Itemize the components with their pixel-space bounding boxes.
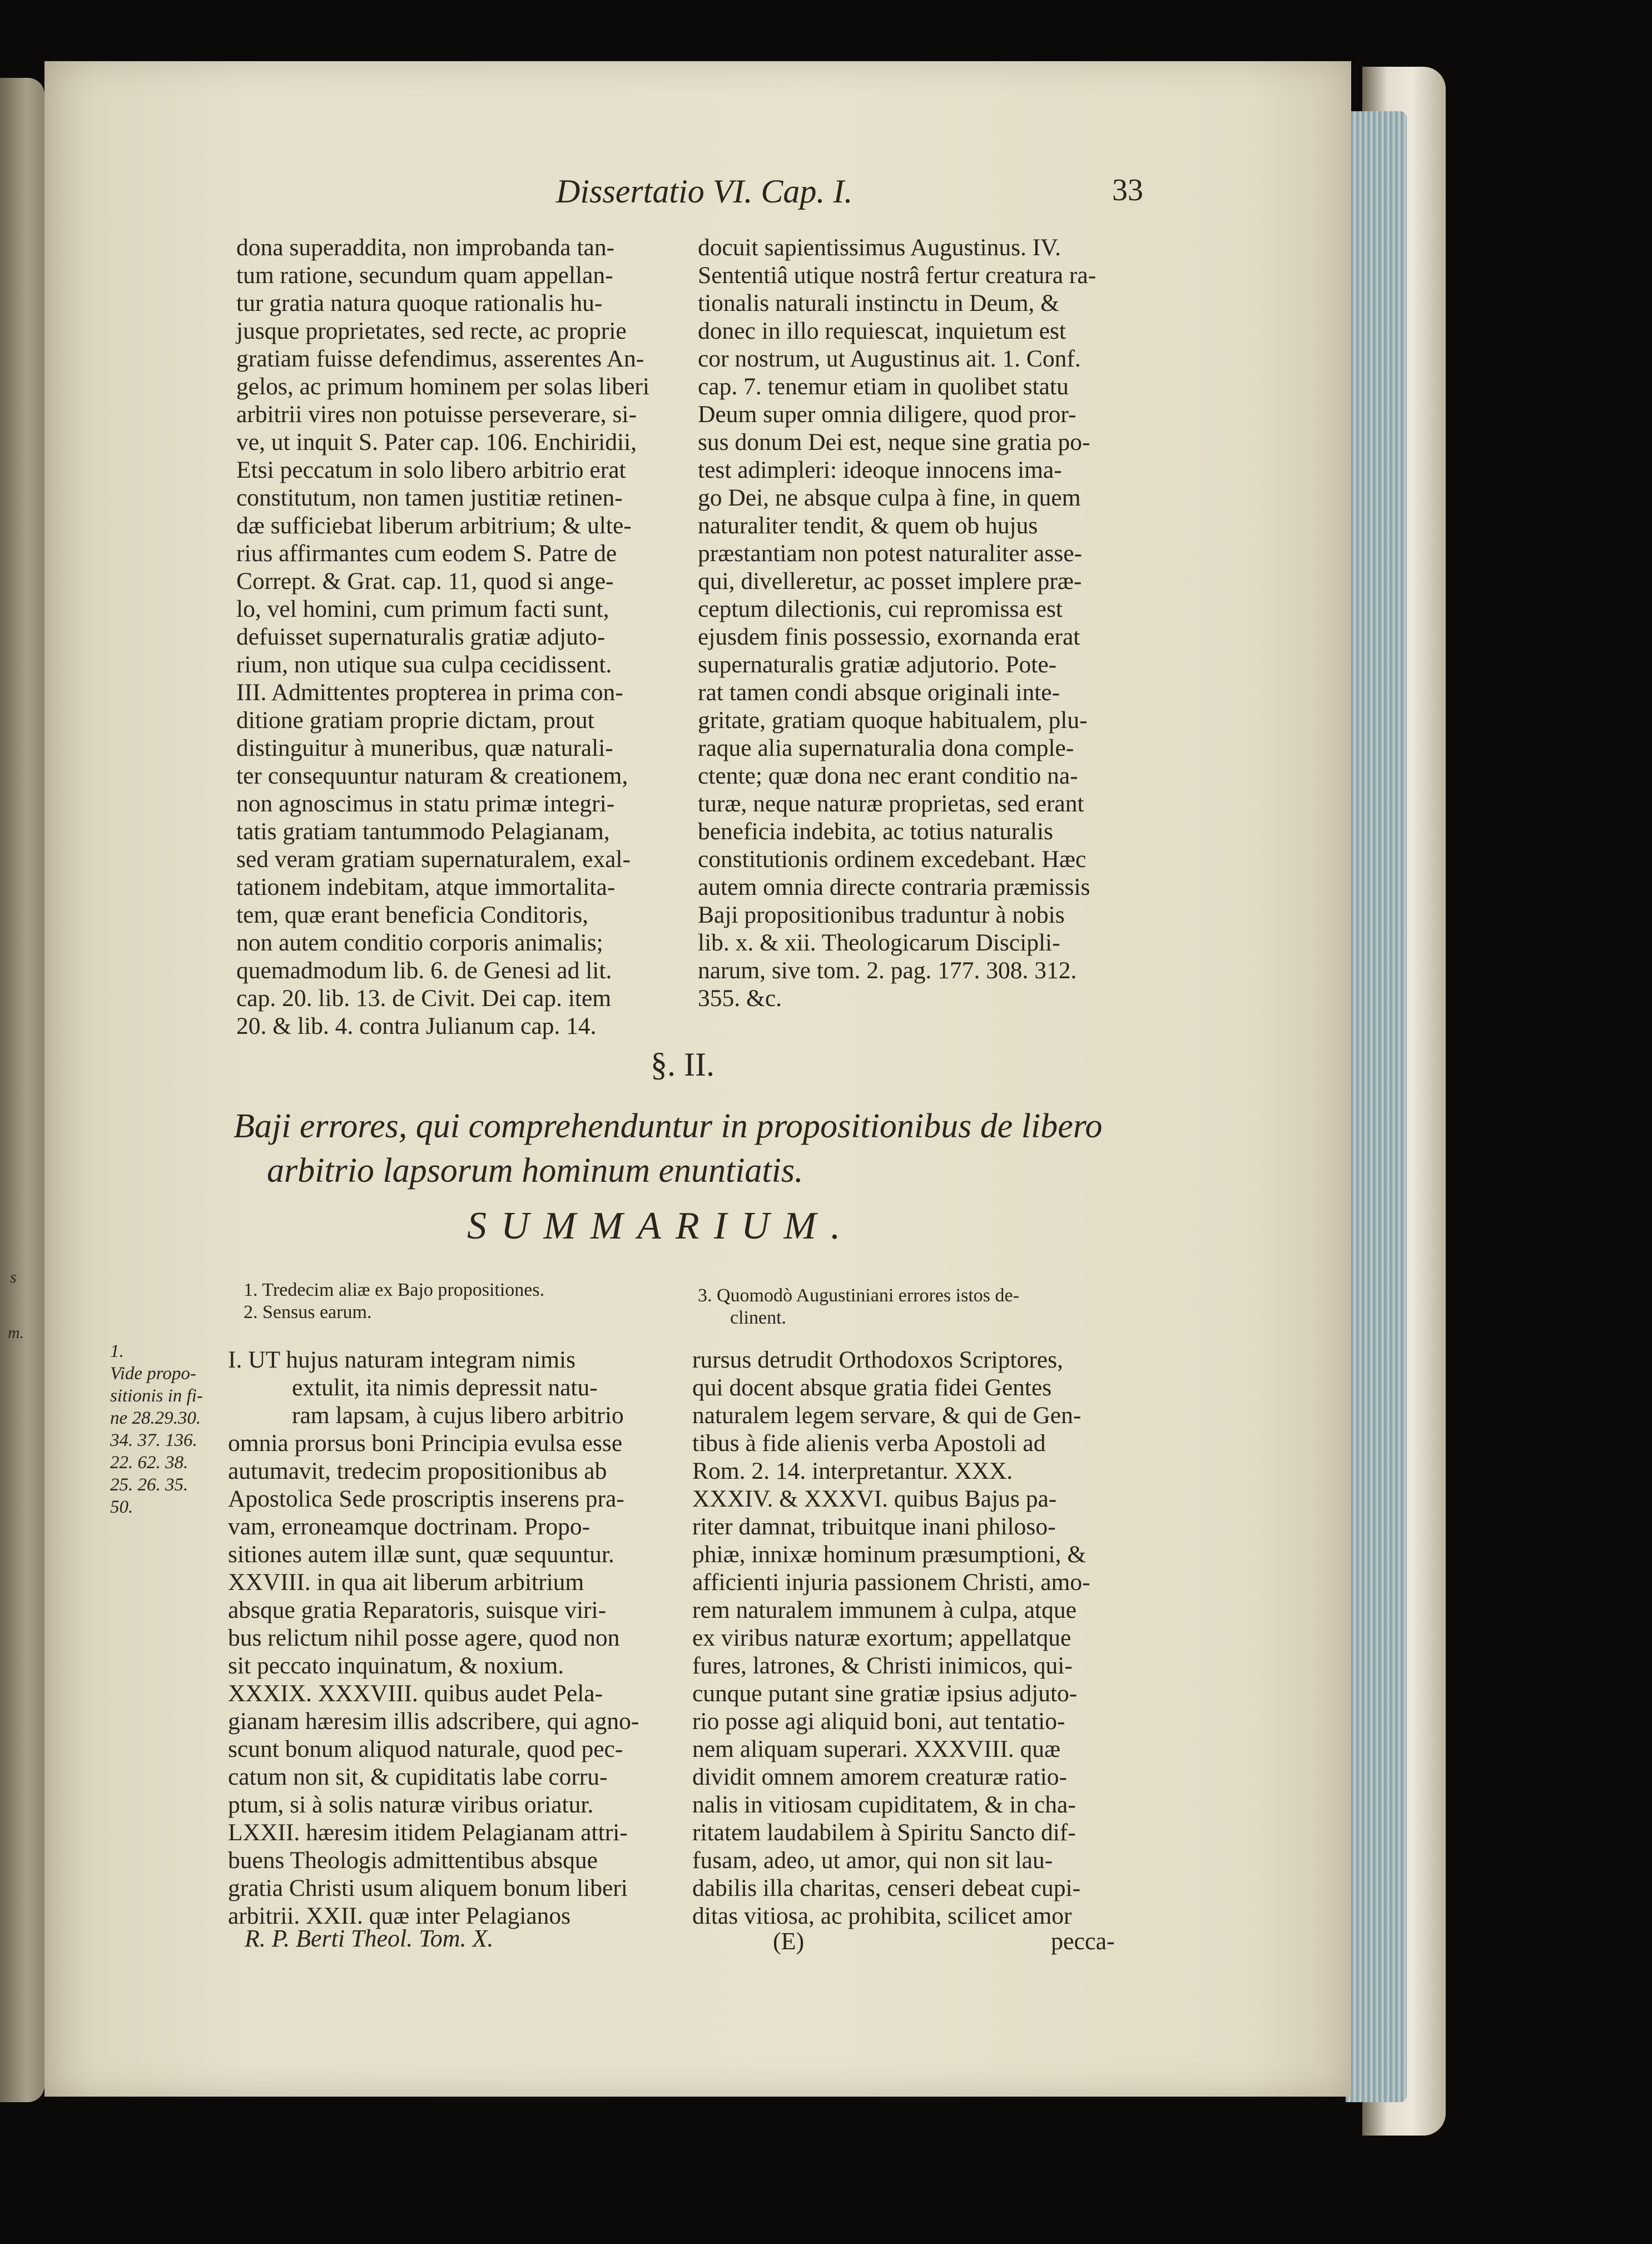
signature-line: R. P. Berti Theol. Tom. X. [245, 1925, 494, 1952]
text-line: cunque putant sine gratiæ ipsius adjuto- [692, 1680, 1078, 1707]
text-line: cap. 7. tenemur etiam in quolibet statu [698, 373, 1069, 400]
text-line: catum non sit, & cupiditatis labe corru- [228, 1764, 608, 1790]
text-line: Corrept. & Grat. cap. 11, quod si ange- [236, 568, 614, 595]
section-title-line: Baji errores, qui comprehenduntur in propositionibus de libero [234, 1107, 1103, 1145]
text-line: dividit omnem amorem creaturæ ratio- [692, 1764, 1068, 1790]
text-line: jusque proprietates, sed recte, ac proprie [236, 318, 627, 344]
text-line: tatis gratiam tantummodo Pelagianam, [236, 818, 610, 845]
text-line: ve, ut inquit S. Pater cap. 106. Enchiridii, [236, 429, 637, 455]
text-line: bus relictum nihil posse agere, quod non [228, 1624, 620, 1651]
text-line: afficienti injuria passionem Christi, amo- [692, 1569, 1090, 1596]
marginal-line: Vide propo- [110, 1364, 196, 1384]
marginal-line: sitionis in fi- [110, 1386, 203, 1406]
text-line: constitutionis ordinem excedebant. Hæc [698, 846, 1087, 873]
text-line: I. UT hujus naturam integram nimis [228, 1346, 576, 1373]
text-line: ex viribus naturæ exortum; appellatque [692, 1624, 1071, 1651]
text-line: tibus à fide alienis verba Apostoli ad [692, 1430, 1046, 1457]
marginal-line: 22. 62. 38. [110, 1453, 188, 1473]
section-sign: §. II. [651, 1046, 715, 1083]
text-line: non autem conditio corporis animalis; [236, 929, 603, 956]
marginal-line: 25. 26. 35. [110, 1475, 188, 1495]
text-line: beneficia indebita, ac totius naturalis [698, 818, 1053, 845]
text-line: nem aliquam superari. XXXVIII. quæ [692, 1736, 1060, 1762]
text-line: 355. &c. [698, 985, 782, 1012]
text-line: sus donum Dei est, neque sine gratia po- [698, 429, 1090, 455]
text-line: rius affirmantes cum eodem S. Patre de [236, 540, 617, 567]
text-line: Etsi peccatum in solo libero arbitrio erat [236, 457, 626, 483]
text-line: riter damnat, tribuitque inani philoso- [692, 1513, 1056, 1540]
text-line: dabilis illa charitas, censeri debeat cupi- [692, 1875, 1081, 1901]
left-column [236, 234, 673, 1040]
text-line: non agnoscimus in statu primæ integri- [236, 790, 615, 817]
text-line: raque alia supernaturalia dona comple- [698, 735, 1074, 761]
text-line: tem, quæ erant beneficia Conditoris, [236, 901, 589, 928]
text-line: sitiones autem illæ sunt, quæ sequuntur. [228, 1541, 614, 1568]
text-line: arbitrii. XXII. quæ inter Pelagianos [228, 1903, 571, 1929]
marginal-line: ne 28.29.30. [110, 1408, 201, 1428]
text-line: tur gratia natura quoque rationalis hu- [236, 290, 603, 316]
text-line: XXVIII. in qua ait liberum arbitrium [228, 1569, 584, 1596]
text-line: qui docent absque gratia fidei Gentes [692, 1374, 1052, 1401]
text-line: tionalis naturali instinctu in Deum, & [698, 290, 1059, 316]
text-line: sed veram gratiam supernaturalem, exal- [236, 846, 631, 873]
text-line: fures, latrones, & Christi inimicos, qui- [692, 1652, 1073, 1679]
text-line: ter consequuntur naturam & creationem, [236, 762, 628, 789]
text-line: 20. & lib. 4. contra Julianum cap. 14. [236, 1013, 597, 1039]
text-line: narum, sive tom. 2. pag. 177. 308. 312. [698, 957, 1077, 984]
text-line: lo, vel homini, cum primum facti sunt, [236, 596, 609, 622]
summary-item-2: 2. Sensus earum. [244, 1302, 372, 1322]
text-line: ceptum dilectionis, cui repromissa est [698, 596, 1063, 622]
text-line: constitutum, non tamen justitiæ retinen- [236, 484, 623, 511]
summary-item-3-line: 3. Quomodò Augustiniani errores istos de- [698, 1285, 1019, 1306]
text-line: ditione gratiam proprie dictam, prout [236, 707, 594, 734]
text-line: scunt bonum aliquod naturale, quod pec- [228, 1736, 623, 1762]
text-line: Baji propositionibus traduntur à nobis [698, 901, 1065, 928]
text-line: rium, non utique sua culpa cecidissent. [236, 651, 612, 678]
marginal-line: 50. [110, 1497, 133, 1517]
text-line: ditas vitiosa, ac prohibita, scilicet amor [692, 1903, 1072, 1929]
text-line: XXXIV. & XXXVI. quibus Bajus pa- [692, 1485, 1057, 1512]
text-line: tum ratione, secundum quam appellan- [236, 262, 613, 289]
text-line: turæ, neque naturæ proprietas, sed erant [698, 790, 1084, 817]
catchword: pecca- [1051, 1928, 1115, 1955]
text-line: gratiam fuisse defendimus, asserentes An- [236, 345, 644, 372]
text-line: naturalem legem servare, & qui de Gen- [692, 1402, 1082, 1429]
text-line: phiæ, innixæ hominum præsumptioni, & [692, 1541, 1087, 1568]
text-line: docuit sapientissimus Augustinus. IV. [698, 234, 1061, 261]
left-page-fragment: m. [8, 1324, 24, 1342]
text-line: qui, divelleretur, ac posset implere præ- [698, 568, 1082, 595]
text-line: tationem indebitam, atque immortalita- [236, 874, 616, 900]
text-line: arbitrii vires non potuisse perseverare, si- [236, 401, 637, 428]
text-line: dæ sufficiebat liberum arbitrium; & ulte- [236, 512, 632, 539]
text-line: rursus detrudit Orthodoxos Scriptores, [692, 1346, 1063, 1373]
text-line: sit peccato inquinatum, & noxium. [228, 1652, 564, 1679]
marginal-note [110, 1340, 203, 1518]
text-line: omnia prorsus boni Principia evulsa esse [228, 1430, 623, 1457]
text-line: ejusdem finis possessio, exornanda erat [698, 623, 1080, 650]
text-line: ctente; quæ dona nec erant conditio na- [698, 762, 1078, 789]
marginal-line: 1. [110, 1341, 124, 1361]
text-line: nalis in vitiosam cupiditatem, & in cha- [692, 1791, 1076, 1818]
text-line: rat tamen condi absque originali inte- [698, 679, 1060, 706]
text-line: fusam, adeo, ut amor, qui non sit lau- [692, 1847, 1053, 1874]
text-line: defuisset supernaturalis gratiæ adjuto- [236, 623, 606, 650]
text-line: donec in illo requiescat, inquietum est [698, 318, 1066, 344]
section-title [234, 1104, 1103, 1193]
text-line: ptum, si à solis naturæ viribus oriatur. [228, 1791, 594, 1818]
text-line: dona superaddita, non improbanda tan- [236, 234, 615, 261]
text-line: XXXIX. XXXVIII. quibus audet Pela- [228, 1680, 603, 1707]
text-line: Rom. 2. 14. interpretantur. XXX. [692, 1458, 1013, 1484]
text-line: buens Theologis admittentibus absque [228, 1847, 598, 1874]
summary-heading: SUMMARIUM. [467, 1205, 855, 1247]
text-line: absque gratia Reparatoris, suisque viri- [228, 1597, 607, 1623]
text-line: extulit, ita nimis depressit natu- [292, 1374, 598, 1401]
summary-item-3-line: clinent. [730, 1307, 787, 1328]
text-line: autumavit, tredecim propositionibus ab [228, 1458, 607, 1484]
gathering-mark: (E) [773, 1928, 805, 1955]
text-line: rio posse agi aliquid boni, aut tentatio- [692, 1708, 1065, 1735]
text-line: ram lapsam, à cujus libero arbitrio [292, 1402, 624, 1429]
text-line: quemadmodum lib. 6. de Genesi ad lit. [236, 957, 612, 984]
text-line: Apostolica Sede proscriptis inserens pra- [228, 1485, 624, 1512]
summary-item-1: 1. Tredecim aliæ ex Bajo propositiones. [244, 1280, 545, 1300]
text-line: ritatem laudabilem à Spiritu Sancto dif- [692, 1819, 1076, 1846]
text-line: cap. 20. lib. 13. de Civit. Dei cap. item [236, 985, 612, 1012]
text-line: gianam hæresim illis adscribere, qui agno- [228, 1708, 639, 1735]
left-page-fragment: s [10, 1268, 17, 1286]
text-line: LXXII. hæresim itidem Pelagianam attri- [228, 1819, 628, 1846]
marginal-line: 34. 37. 136. [110, 1430, 197, 1450]
right-column [698, 234, 1137, 1012]
text-line: gritate, gratiam quoque habitualem, plu- [698, 707, 1088, 734]
text-line: cor nostrum, ut Augustinus ait. 1. Conf. [698, 345, 1081, 372]
text-line: Deum super omnia diligere, quod pror- [698, 401, 1076, 428]
text-line: go Dei, ne absque culpa à fine, in quem [698, 484, 1081, 511]
page-block-edges [1346, 111, 1407, 2102]
text-line: supernaturalis gratiæ adjutorio. Pote- [698, 651, 1057, 678]
text-line: autem omnia directe contraria præmissis [698, 874, 1090, 900]
section-title-line: arbitrio lapsorum hominum enuntiatis. [267, 1152, 803, 1190]
lower-right-column [692, 1346, 1134, 1930]
running-title: Dissertatio VI. Cap. I. [556, 173, 853, 210]
text-line: vam, erroneamque doctrinam. Propo- [228, 1513, 591, 1540]
lower-left-column [228, 1346, 670, 1930]
text-line: test adimpleri: ideoque innocens ima- [698, 457, 1062, 483]
text-line: lib. x. & xii. Theologicarum Discipli- [698, 929, 1060, 956]
text-line: gelos, ac primum hominem per solas liberi [236, 373, 649, 400]
text-line: III. Admittentes propterea in prima con- [236, 679, 623, 706]
text-line: naturaliter tendit, & quem ob hujus [698, 512, 1038, 539]
text-line: præstantiam non potest naturaliter asse- [698, 540, 1082, 567]
text-line: distinguitur à muneribus, quæ naturali- [236, 735, 613, 761]
text-line: gratia Christi usum aliquem bonum liberi [228, 1875, 628, 1901]
summary-item-3 [698, 1285, 1019, 1329]
page-number: 33 [1112, 173, 1143, 207]
text-line: rem naturalem immunem à culpa, atque [692, 1597, 1076, 1623]
text-line: Sententiâ utique nostrâ fertur creatura ra- [698, 262, 1097, 289]
left-page-edge [0, 78, 44, 2102]
